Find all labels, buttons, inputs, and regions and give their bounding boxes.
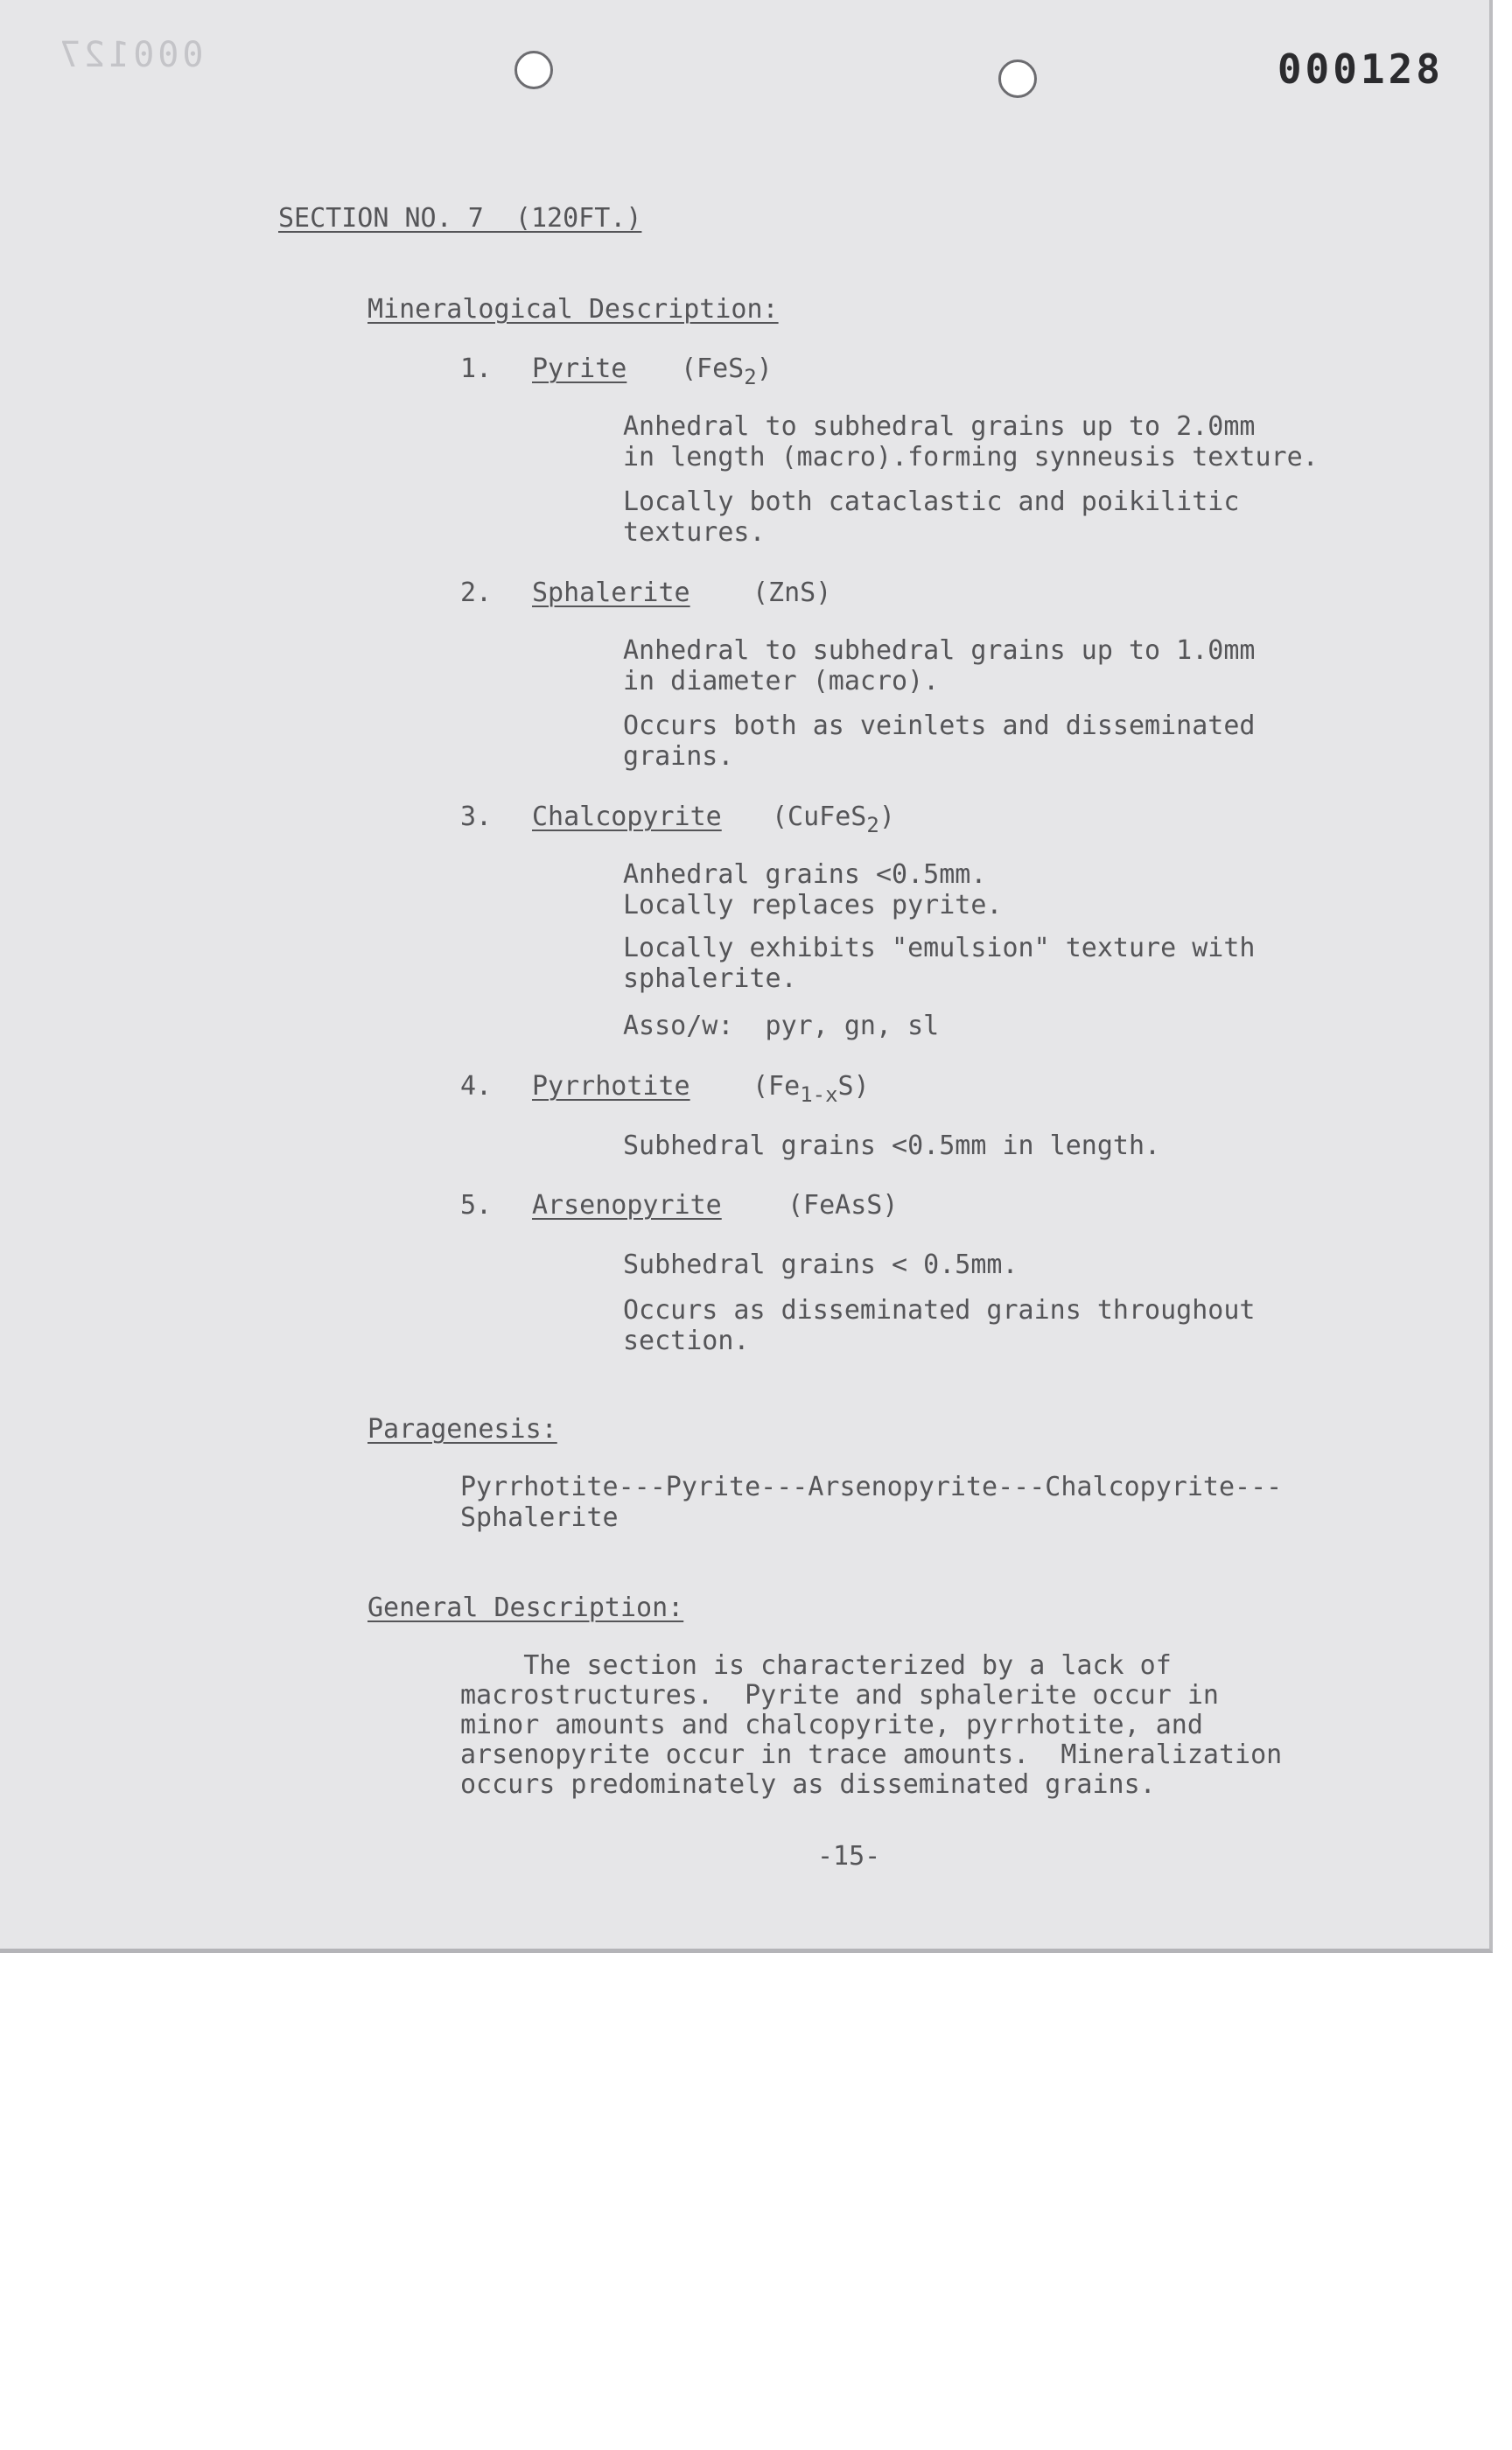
general-description-line: occurs predominately as disseminated grains.	[460, 1769, 1156, 1800]
mineral-name: Pyrrhotite	[532, 1071, 690, 1102]
mineral-note: Asso/w: pyr, gn, sl	[623, 1011, 940, 1041]
mineral-number: 3.	[460, 802, 493, 832]
mineral-note: grains.	[623, 741, 734, 772]
mineral-note: Subhedral grains <0.5mm in length.	[623, 1130, 1161, 1161]
mineral-note: Locally both cataclastic and poikilitic	[623, 486, 1240, 517]
mineral-note: section.	[623, 1326, 750, 1356]
mineral-name: Sphalerite	[532, 578, 690, 608]
general-description-line: macrostructures. Pyrite and sphalerite occur in	[460, 1680, 1219, 1711]
punch-hole-left	[514, 51, 553, 89]
mineral-formula: $(Fe_{1-x}S)$	[752, 1071, 870, 1107]
mineral-name: Pyrite	[532, 354, 627, 384]
mineral-formula: (FeS$_2$)	[681, 354, 773, 389]
mineral-name: Chalcopyrite	[532, 802, 722, 832]
mineral-note: sphalerite.	[623, 963, 797, 994]
mineral-note: Locally replaces pyrite.	[623, 890, 1003, 920]
mineral-number: 4.	[460, 1071, 493, 1102]
paragenesis-sequence: Sphalerite	[460, 1502, 619, 1533]
mineral-note: in length (macro).forming synneusis texture.	[623, 442, 1319, 472]
mineral-formula: (CuFeS$_2$)	[772, 802, 895, 837]
general-description-line: The section is characterized by a lack of	[460, 1650, 1172, 1681]
paragenesis-heading: Paragenesis:	[368, 1414, 557, 1445]
mineral-note: Locally exhibits "emulsion" texture with	[623, 933, 1256, 963]
mineral-note: textures.	[623, 517, 766, 548]
mineral-number: 5.	[460, 1190, 493, 1221]
mineral-note: Occurs both as veinlets and disseminated	[623, 710, 1256, 741]
punch-hole-right	[998, 60, 1037, 98]
mineral-number: 1.	[460, 354, 493, 384]
page-number: -15-	[817, 1841, 881, 1872]
mineral-name: Arsenopyrite	[532, 1190, 722, 1221]
mineral-number: 2.	[460, 578, 493, 608]
section-heading: SECTION NO. 7 (120FT.)	[278, 203, 642, 234]
mineral-note: in diameter (macro).	[623, 666, 940, 696]
mineral-formula: (FeAsS)	[788, 1190, 899, 1221]
mineral-formula: (ZnS)	[752, 578, 832, 608]
bleed-through-stamp: 000127	[56, 35, 204, 75]
mineral-note: Occurs as disseminated grains throughout	[623, 1295, 1256, 1326]
mineral-note: Anhedral to subhedral grains up to 1.0mm	[623, 635, 1256, 666]
mineral-note: Subhedral grains < 0.5mm.	[623, 1250, 1018, 1280]
document-number-stamp: 000128	[1277, 46, 1444, 93]
mineral-note: Anhedral to subhedral grains up to 2.0mm	[623, 411, 1256, 442]
general-description-line: minor amounts and chalcopyrite, pyrrhotite, and	[460, 1710, 1203, 1740]
paragenesis-sequence: Pyrrhotite---Pyrite---Arsenopyrite---Chalcopyrite---	[460, 1472, 1283, 1502]
mineralogical-heading: Mineralogical Description:	[368, 294, 779, 325]
mineral-note: Anhedral grains <0.5mm.	[623, 859, 987, 890]
general-description-line: arsenopyrite occur in trace amounts. Mineralization	[460, 1740, 1283, 1770]
general-description-heading: General Description:	[368, 1592, 684, 1623]
